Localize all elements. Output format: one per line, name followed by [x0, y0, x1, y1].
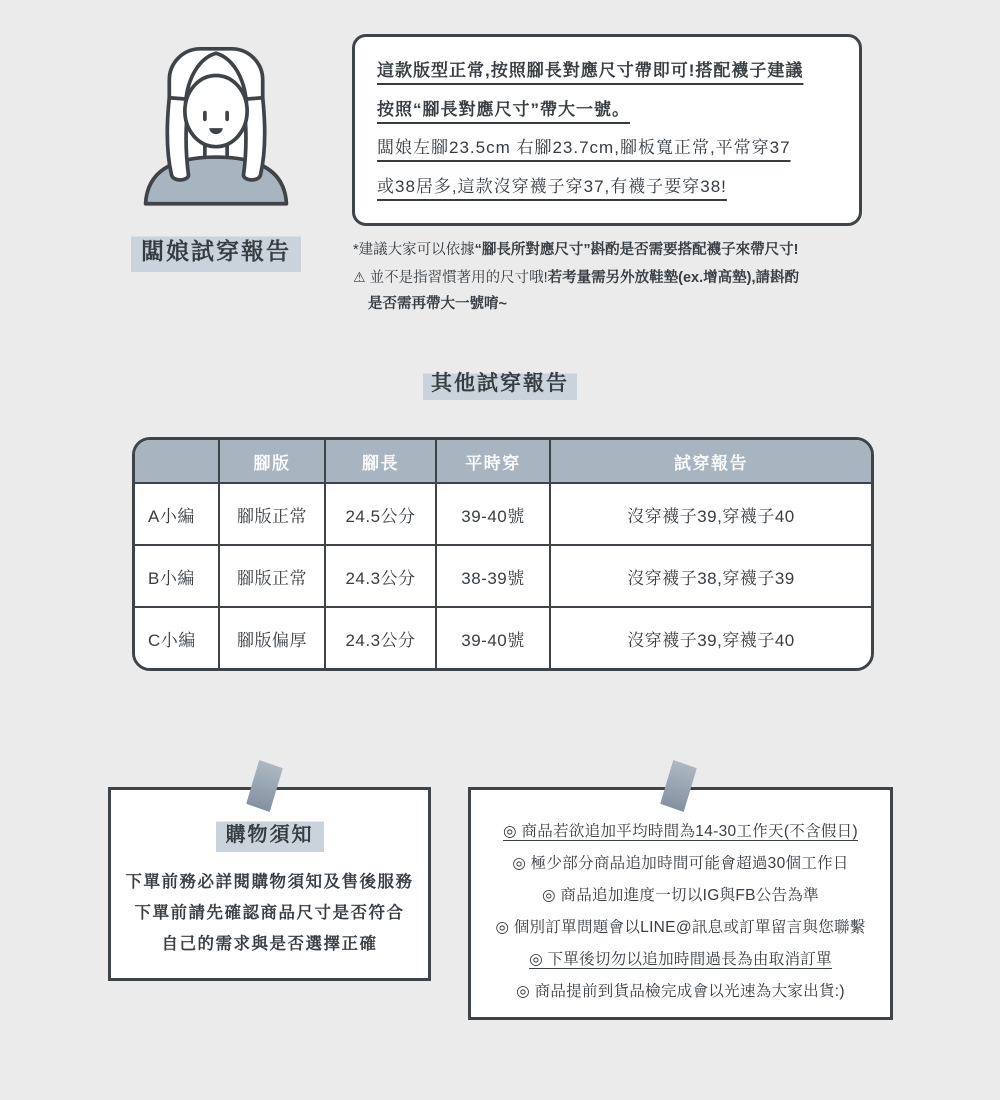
table-row	[135, 607, 871, 668]
bubble-line: 或38居多,這款沒穿襪子穿37,有襪子要穿38!	[377, 176, 727, 196]
table-row	[135, 483, 871, 545]
table-row	[135, 545, 871, 607]
col-header-foot-length: 腳長	[325, 440, 436, 483]
cell-foot-length: 24.5公分	[325, 483, 436, 545]
col-header-tryon-report: 試穿報告	[550, 440, 871, 483]
tryon-report-table	[132, 437, 874, 671]
footnote-line: 是否需再帶大一號唷~	[368, 296, 507, 312]
cell-usual-size: 38-39號	[436, 545, 550, 607]
cell-foot-shape: 腳版正常	[219, 545, 325, 607]
shopping-notice-lines	[111, 867, 428, 960]
bubble-line: 這款版型正常,按照腳長對應尺寸帶即可!搭配襪子建議	[377, 61, 804, 80]
notice-line: 下單前務必詳閱購物須知及售後服務	[125, 873, 414, 891]
boss-avatar-illustration	[127, 34, 305, 206]
order-info-item: ◎ 個別訂單問題會以LINE@訊息或訂單留言與您聯繫	[495, 919, 866, 936]
cell-foot-length: 24.3公分	[325, 545, 436, 607]
boss-report-title: 闆娘試穿報告	[131, 229, 301, 272]
tape-decoration-icon	[246, 759, 284, 812]
cell-editor: B小編	[135, 545, 219, 607]
shopping-notice-title: 購物須知	[216, 815, 324, 852]
col-header-usual-size: 平時穿	[436, 440, 550, 483]
footnote-text-bold: 若考量需另外放鞋墊(ex.增高墊),請斟酌	[547, 269, 799, 286]
cell-tryon-report: 沒穿襪子39,穿襪子40	[550, 607, 871, 668]
order-info-item: ◎ 下單後切勿以追加時間過長為由取消訂單	[529, 951, 832, 968]
footnote-line	[353, 237, 873, 264]
cell-usual-size: 39-40號	[436, 607, 550, 668]
order-info-item: ◎ 商品若欲追加平均時間為14-30工作天(不含假日)	[503, 823, 858, 840]
cell-foot-shape: 腳版偏厚	[219, 607, 325, 668]
order-info-item: ◎ 極少部分商品追加時間可能會超過30個工作日	[512, 855, 849, 872]
cell-editor: A小編	[135, 483, 219, 545]
col-header-empty	[135, 440, 219, 483]
notice-line: 下單前請先確認商品尺寸是否符合	[134, 904, 405, 922]
order-info-box	[468, 787, 893, 1020]
report-footnote	[353, 237, 873, 318]
table-header-row	[135, 440, 871, 483]
other-reports-heading	[0, 367, 1000, 397]
footnote-line	[353, 264, 873, 292]
order-info-item: ◎ 商品提前到貨品檢完成會以光速為大家出貨:)	[516, 983, 845, 1000]
order-info-item: ◎ 商品追加進度一切以IG與FB公告為準	[541, 887, 819, 904]
cell-tryon-report: 沒穿襪子39,穿襪子40	[550, 483, 871, 545]
boss-report-speech-bubble	[352, 34, 862, 226]
notice-line: 自己的需求與是否選擇正確	[161, 935, 378, 953]
tape-decoration-icon	[660, 759, 698, 812]
cell-editor: C小編	[135, 607, 219, 668]
shopping-notice-box	[108, 787, 431, 981]
cell-foot-shape: 腳版正常	[219, 483, 325, 545]
col-header-foot-shape: 腳版	[219, 440, 325, 483]
cell-tryon-report: 沒穿襪子38,穿襪子39	[550, 545, 871, 607]
bubble-line: 按照“腳長對應尺寸”帶大一號。	[377, 99, 630, 119]
footnote-text-bold: “腳長所對應尺寸”斟酌是否需要搭配襪子來帶尺寸!	[474, 242, 799, 258]
bubble-line: 闆娘左腳23.5cm 右腳23.7cm,腳板寬正常,平常穿37	[377, 138, 791, 157]
footnote-text: 並不是指習慣著用的尺寸哦!	[365, 269, 548, 286]
cell-foot-length: 24.3公分	[325, 607, 436, 668]
footnote-text: *建議大家可以依據	[353, 242, 475, 258]
warning-icon: ⚠	[353, 268, 366, 285]
other-reports-heading-text: 其他試穿報告	[423, 369, 577, 400]
cell-usual-size: 39-40號	[436, 483, 550, 545]
woman-avatar-icon	[127, 34, 305, 206]
